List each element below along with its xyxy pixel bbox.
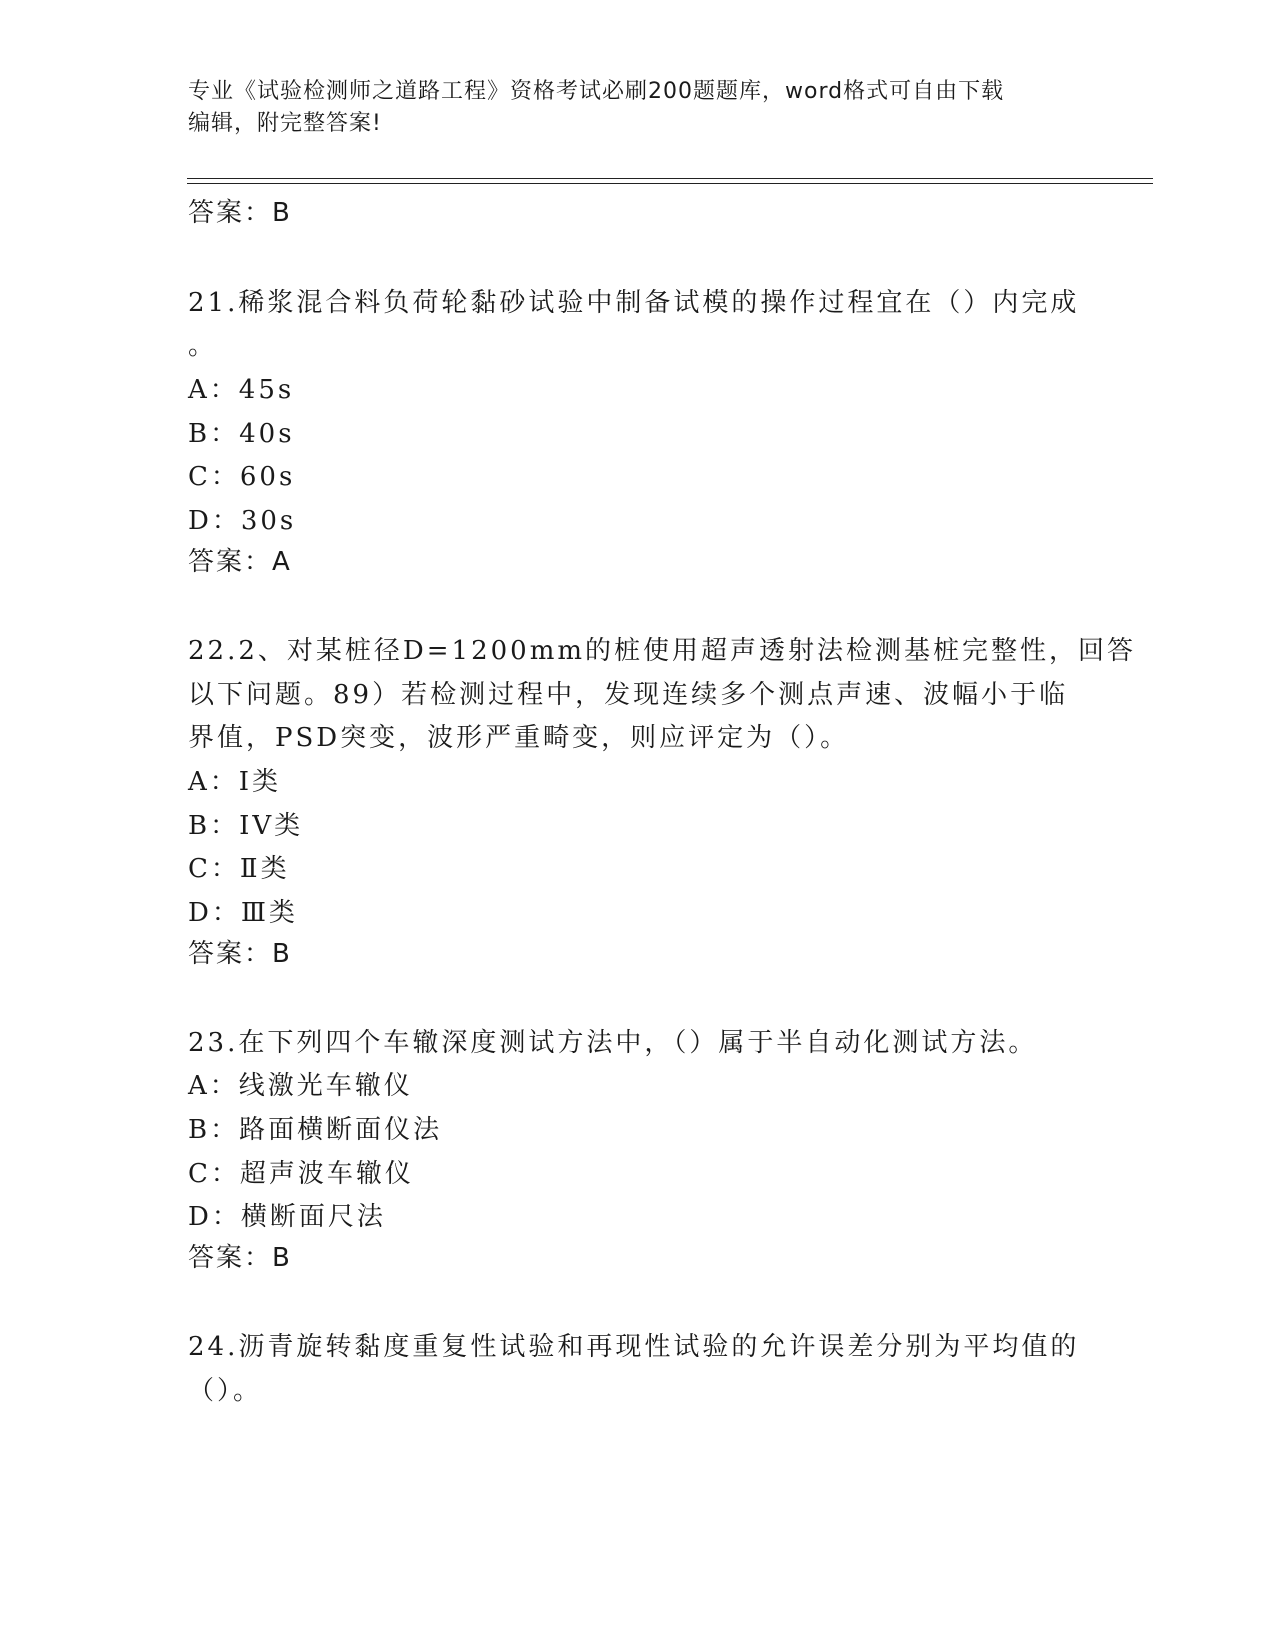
question-23-option-b: B：路面横断面仪法 [188, 1115, 443, 1145]
question-24-line-2: （）。 [188, 1376, 263, 1406]
question-22-line-1: 22.2、对某桩径D=1200mm的桩使用超声透射法检测基桩完整性，回答 [188, 636, 1136, 666]
header-line-2: 编辑，附完整答案! [188, 111, 382, 136]
question-22-option-b: B：IV类 [188, 811, 304, 841]
question-23-option-c: C：超声波车辙仪 [188, 1159, 414, 1189]
question-22-option-d: D：Ⅲ类 [188, 898, 298, 928]
previous-answer: 答案：B [188, 198, 292, 228]
header-line-1: 专业《试验检测师之道路工程》资格考试必刷200题题库，word格式可自由下载 [188, 79, 1005, 104]
question-22-line-3: 界值，PSD突变，波形严重畸变，则应评定为（）。 [188, 723, 850, 753]
document-header [188, 76, 1088, 140]
question-22-option-a: A：I类 [188, 767, 282, 797]
question-21-answer: 答案：A [188, 547, 292, 577]
question-21-option-c: C：60s [188, 462, 296, 492]
question-22-option-c: C：Ⅱ类 [188, 854, 290, 884]
header-rule-top [187, 178, 1153, 179]
question-21-line-2: 。 [188, 331, 218, 361]
question-22-answer: 答案：B [188, 939, 292, 969]
question-21-line-1: 21.稀浆混合料负荷轮黏砂试验中制备试模的操作过程宜在（）内完成 [188, 288, 1080, 318]
question-23-answer: 答案：B [188, 1243, 292, 1273]
question-23-option-d: D：横断面尺法 [188, 1202, 386, 1232]
question-21-option-d: D：30s [188, 506, 297, 536]
header-rule-bottom [187, 183, 1153, 184]
question-23-line-1: 23.在下列四个车辙深度测试方法中，（）属于半自动化测试方法。 [188, 1028, 1038, 1058]
question-21-option-a: A：45s [188, 375, 295, 405]
question-24-line-1: 24.沥青旋转黏度重复性试验和再现性试验的允许误差分别为平均值的 [188, 1332, 1080, 1362]
question-23-option-a: A：线激光车辙仪 [188, 1071, 413, 1101]
question-21-option-b: B：40s [188, 419, 295, 449]
question-22-line-2: 以下问题。89）若检测过程中，发现连续多个测点声速、波幅小于临 [188, 680, 1069, 710]
